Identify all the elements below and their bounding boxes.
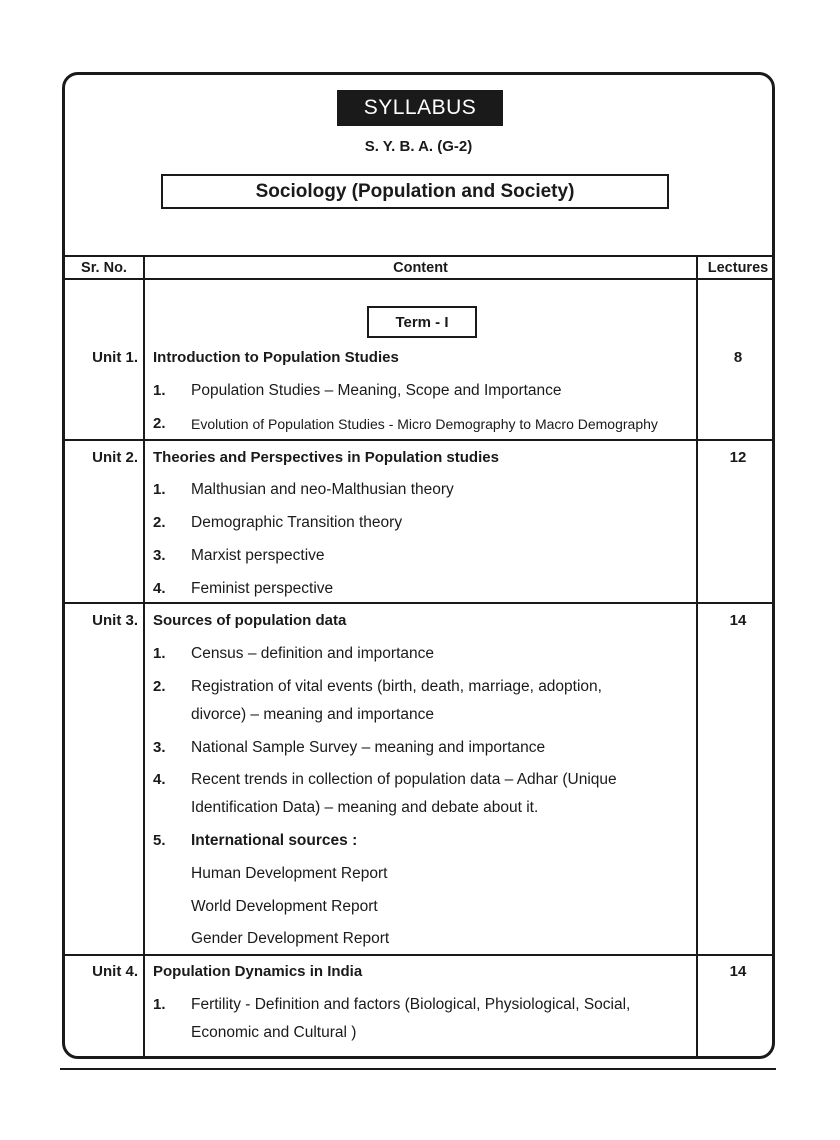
item-number: 2.	[153, 678, 166, 695]
item-text: Census – definition and importance	[191, 645, 434, 662]
column-header-lectures: Lectures	[707, 260, 769, 276]
item-text: Registration of vital events (birth, death, marriage, adoption,	[191, 678, 602, 695]
item-number: 4.	[153, 580, 166, 597]
item-text-continued: Identification Data) – meaning and debate about it.	[191, 799, 539, 816]
item-text: Marxist perspective	[191, 547, 325, 564]
unit-title: Theories and Perspectives in Population studies	[153, 449, 499, 466]
page-bottom-rule	[60, 1068, 776, 1070]
unit-title: Population Dynamics in India	[153, 963, 363, 980]
item-number: 1.	[153, 645, 166, 662]
subject-title: Sociology (Population and Society)	[161, 174, 669, 209]
item-number: 1.	[153, 481, 166, 498]
unit-label: Unit 4.	[92, 963, 138, 980]
item-number: 1.	[153, 382, 166, 399]
item-text: Recent trends in collection of population data – Adhar (Unique	[191, 771, 617, 788]
unit-label: Unit 3.	[92, 612, 138, 629]
unit-label: Unit 2.	[92, 449, 138, 466]
item-number: 3.	[153, 739, 166, 756]
unit-title: Sources of population data	[153, 612, 347, 629]
item-text: Malthusian and neo-Malthusian theory	[191, 481, 454, 498]
item-number: 1.	[153, 996, 166, 1013]
unit-divider	[65, 439, 772, 441]
item-text-continued: Economic and Cultural )	[191, 1024, 357, 1041]
unit-divider	[65, 954, 772, 956]
table-top-border	[65, 255, 772, 257]
source-item: Human Development Report	[191, 865, 388, 882]
item-number: 4.	[153, 771, 166, 788]
lecture-count: 12	[729, 449, 747, 466]
lecture-count: 14	[729, 963, 747, 980]
term-label: Term - I	[367, 306, 477, 338]
item-text: Evolution of Population Studies - Micro Demography to Macro Demography	[191, 416, 658, 432]
unit-label: Unit 1.	[92, 349, 138, 366]
lecture-count: 8	[733, 349, 743, 366]
item-number: 2.	[153, 514, 166, 531]
item-number: 5.	[153, 832, 166, 849]
item-number: 2.	[153, 415, 166, 432]
header-bottom-border	[65, 278, 772, 280]
unit-divider	[65, 602, 772, 604]
lecture-count: 14	[729, 612, 747, 629]
item-number: 3.	[153, 547, 166, 564]
syllabus-title: SYLLABUS	[337, 90, 503, 126]
syllabus-frame	[62, 72, 775, 1059]
item-text-continued: divorce) – meaning and importance	[191, 706, 434, 723]
item-text: Demographic Transition theory	[191, 514, 403, 531]
source-item: Gender Development Report	[191, 930, 390, 947]
unit-title: Introduction to Population Studies	[153, 349, 399, 366]
column-divider	[696, 255, 698, 1059]
source-item: World Development Report	[191, 898, 378, 915]
item-text: Fertility - Definition and factors (Biological, Physiological, Social,	[191, 996, 631, 1013]
item-text: Feminist perspective	[191, 580, 334, 597]
item-text: Population Studies – Meaning, Scope and Importance	[191, 382, 562, 399]
column-header-content: Content	[393, 260, 448, 276]
item-text: National Sample Survey – meaning and importance	[191, 739, 546, 756]
course-code: S. Y. B. A. (G-2)	[364, 138, 473, 155]
item-text: International sources :	[191, 832, 358, 849]
column-divider	[143, 255, 145, 1059]
column-header-sr-no: Sr. No.	[81, 260, 127, 276]
